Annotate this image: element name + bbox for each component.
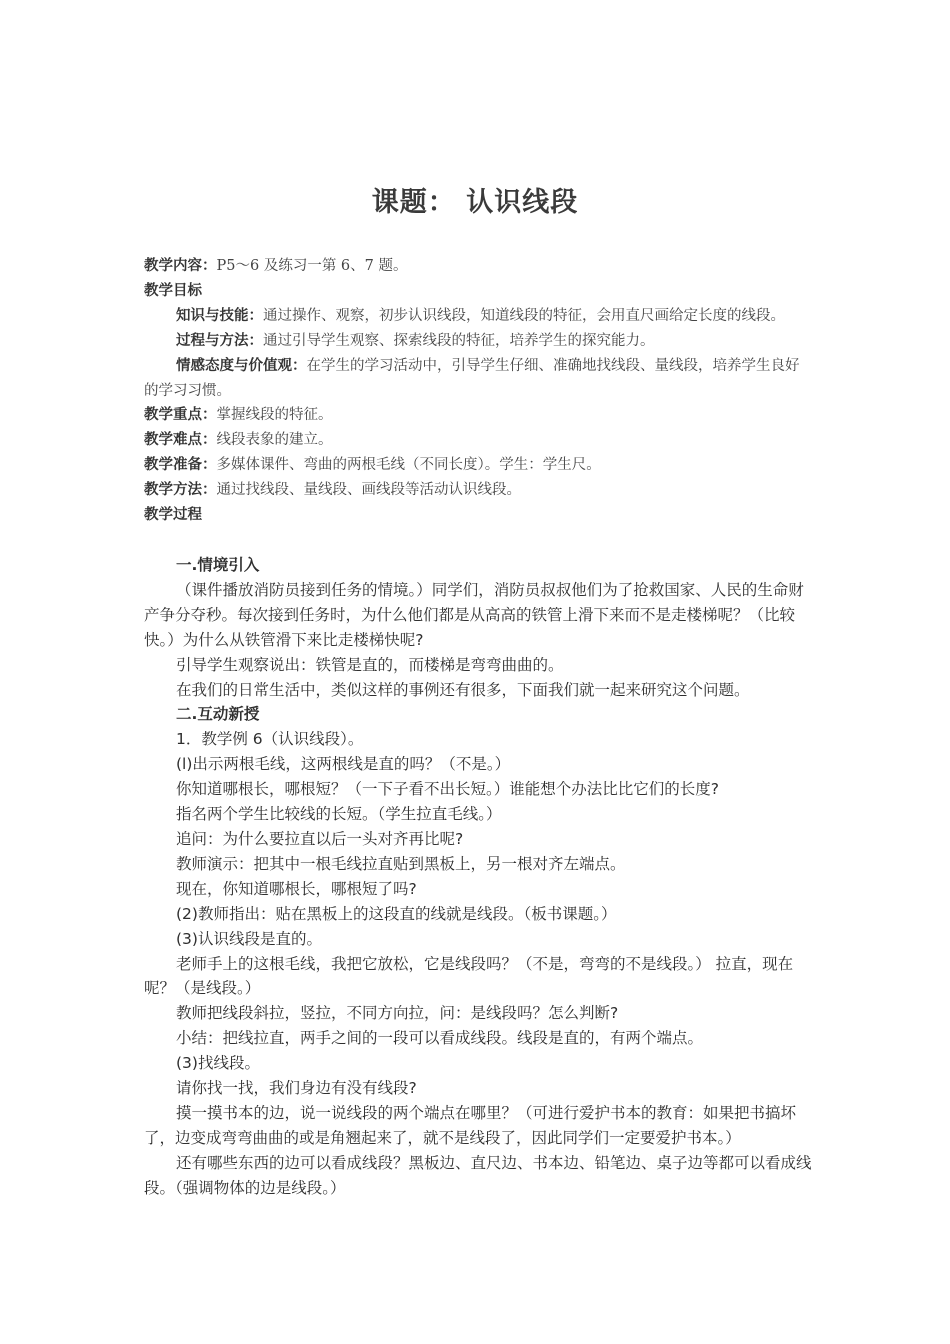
body-paragraph: 1．教学例 6（认识线段）。 — [176, 730, 364, 749]
body-paragraph: (l)出示两根毛线，这两根线是直的吗？（不是。） — [176, 755, 511, 774]
info-text: 通过引导学生观察、探索线段的特征，培养学生的探究能力。 — [263, 332, 655, 349]
info-label: 过程与方法： — [176, 332, 263, 349]
body-paragraph: 追问：为什么要拉直以后一头对齐再比呢? — [176, 829, 464, 848]
body-paragraph: 教师把线段斜拉，竖拉，不同方向拉，问：是线段吗？怎么判断? — [176, 1004, 619, 1023]
body-paragraph: 你知道哪根长，哪根短？（一下子看不出长短。）谁能想个办法比比它们的长度? — [176, 780, 719, 799]
body-paragraph: (3)认识线段是直的。 — [176, 929, 322, 948]
info-paragraph — [144, 254, 812, 279]
info-paragraph — [144, 503, 812, 528]
info-paragraph — [144, 279, 812, 304]
body-paragraph: 在我们的日常生活中，类似这样的事例还有很多，下面我们就一起来研究这个问题。 — [176, 680, 750, 699]
info-label: 教学内容： — [144, 258, 217, 274]
info-text: 掌握线段的特征。 — [216, 407, 333, 424]
info-text: 通过找线段、量线段、画线段等活动认识线段。 — [216, 482, 521, 499]
lesson-process-section — [144, 553, 812, 1201]
info-text: 多媒体课件、弯曲的两根毛线（不同长度）。学生：学生尺。 — [216, 457, 601, 474]
info-label: 教学方法： — [144, 482, 217, 499]
body-paragraph: 摸一摸书本的边，说一说线段的两个端点在哪里？（可进行爱护书本的教育：如果把书搞坏了，边变成弯弯曲曲的或是角翘起来了，就不是线段了，因此同学们一定要爱护书本。） — [144, 1103, 797, 1147]
document-title: 课题： 认识线段 — [371, 187, 579, 218]
info-text: 线段表象的建立。 — [216, 432, 333, 449]
body-paragraph: 指名两个学生比较线的长短。（学生拉直毛线。） — [176, 805, 502, 824]
info-paragraph — [144, 403, 812, 428]
section-heading: 二.互动新授 — [176, 705, 260, 724]
body-paragraph: 教师演示：把其中一根毛线拉直贴到黑板上，另一根对齐左端点。 — [176, 854, 626, 873]
body-paragraph: (3)找线段。 — [176, 1054, 260, 1073]
info-paragraph — [144, 453, 812, 478]
info-label: 教学过程 — [144, 507, 202, 524]
body-paragraph: 引导学生观察说出：铁管是直的，而楼梯是弯弯曲曲的。 — [176, 655, 564, 674]
info-text: 在学生的学习活动中，引导学生仔细、准确地找线段、量线段，培养学生良好的学习习惯。 — [144, 357, 800, 399]
info-text: P5～6 及练习一第 6、7 题。 — [216, 258, 408, 274]
info-paragraph — [144, 428, 812, 453]
info-label: 教学准备： — [144, 457, 217, 474]
body-paragraph: 小结：把线拉直，两手之间的一段可以看成线段。线段是直的，有两个端点。 — [176, 1029, 704, 1048]
info-label: 情感态度与价值观： — [176, 357, 307, 374]
info-label: 教学目标 — [144, 282, 202, 299]
info-paragraph — [144, 329, 812, 354]
section-heading: 一.情境引入 — [176, 556, 260, 574]
lesson-info-section — [144, 254, 812, 528]
body-paragraph: 老师手上的这根毛线，我把它放松，它是线段吗？（不是，弯弯的不是线段。） 拉直，现在呢？（是线段。） — [144, 954, 794, 998]
body-paragraph: （课件播放消防员接到任务的情境。）同学们，消防员叔叔他们为了抢救国家、人民的生命财产争分夺秒。每次接到任务时，为什么他们都是从高高的铁管上滑下来而不是走楼梯呢？（比较快。）为什么从铁管滑下来比走楼梯快呢? — [144, 580, 804, 649]
body-paragraph: (2)教师指出：贴在黑板上的这段直的线就是线段。（板书课题。） — [176, 904, 617, 923]
body-paragraph: 现在，你知道哪根长，哪根短了吗? — [176, 879, 417, 898]
info-text: 通过操作、观察，初步认识线段，知道线段的特征，会用直尺画给定长度的线段。 — [263, 307, 785, 324]
info-label: 教学难点： — [144, 432, 217, 449]
info-paragraph — [144, 478, 812, 503]
info-paragraph — [144, 304, 812, 329]
body-paragraph: 请你找一找，我们身边有没有线段? — [176, 1079, 417, 1098]
info-paragraph — [144, 354, 812, 404]
info-label: 教学重点： — [144, 407, 217, 424]
body-paragraph: 还有哪些东西的边可以看成线段？黑板边、直尺边、书本边、铅笔边、桌子边等都可以看成线段。（强调物体的边是线段。） — [144, 1153, 812, 1197]
info-label: 知识与技能： — [176, 307, 263, 324]
